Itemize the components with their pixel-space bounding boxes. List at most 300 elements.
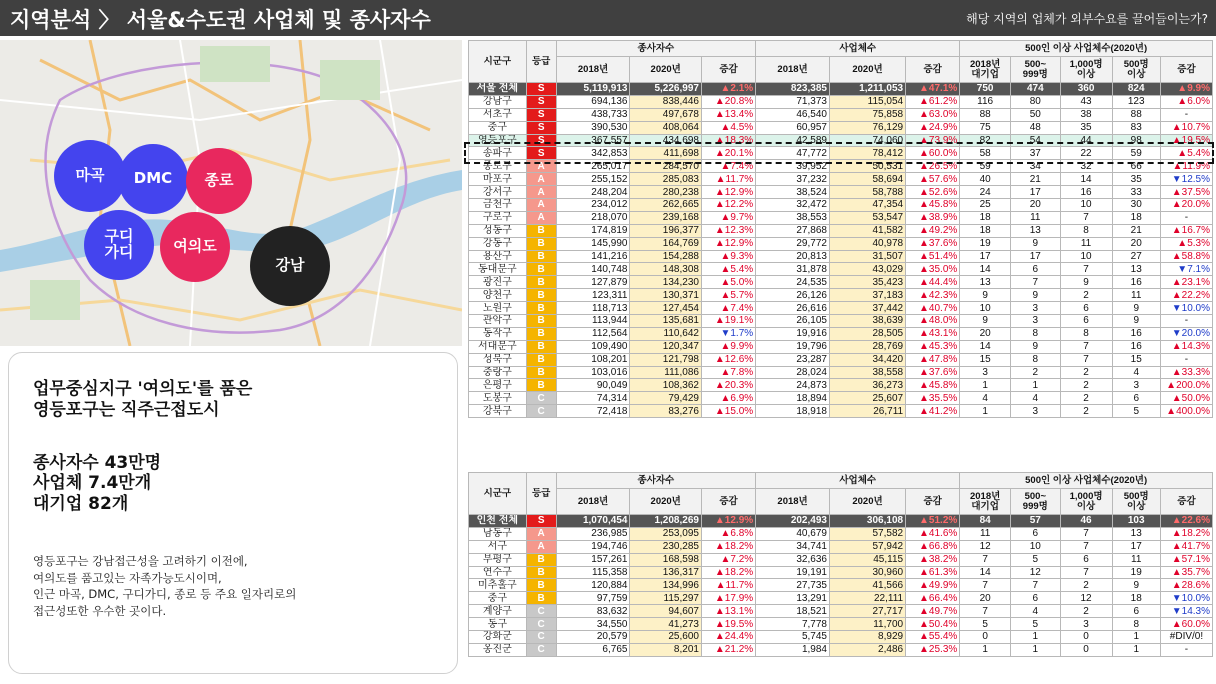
cell-workers-2018: 20,579 <box>556 631 630 644</box>
table-row <box>469 540 1213 553</box>
cell-workers-change: ▲5.4% <box>701 263 755 276</box>
cell-large-change: - <box>1160 108 1212 121</box>
cell-large-500-999: 12 <box>1011 566 1061 579</box>
cell-district: 중구 <box>469 592 527 605</box>
cell-biz-2020: 45,115 <box>829 553 905 566</box>
bubble-jongno: 종로 <box>186 148 252 214</box>
cell-large-2018: 58 <box>960 147 1011 160</box>
cell-large-change: - <box>1160 315 1212 328</box>
cell-large-1000-plus: 7 <box>1060 566 1112 579</box>
cell-large-500-999: 7 <box>1011 276 1061 289</box>
col-2018: 2018년 <box>756 57 830 83</box>
cell-biz-change: ▲47.8% <box>906 353 960 366</box>
cell-workers-2020: 1,208,269 <box>630 515 702 528</box>
cell-large-1000-plus: 7 <box>1060 353 1112 366</box>
cell-district: 중랑구 <box>469 366 527 379</box>
cell-large-1000-plus: 2 <box>1060 366 1112 379</box>
cell-biz-2020: 28,505 <box>829 327 905 340</box>
cell-biz-change: ▲47.1% <box>906 83 960 96</box>
cell-biz-change: ▲51.2% <box>906 515 960 528</box>
cell-workers-2018: 34,550 <box>556 618 630 631</box>
grp-biz: 사업체수 <box>756 41 960 57</box>
cell-grade: A <box>526 186 556 199</box>
cell-district: 용산구 <box>469 250 527 263</box>
cell-grade: B <box>526 263 556 276</box>
cell-workers-2018: 118,713 <box>556 302 630 315</box>
cell-large-2018: 0 <box>960 631 1011 644</box>
cell-large-change: ▲11.9% <box>1160 160 1212 173</box>
cell-large-1000-plus: 7 <box>1060 527 1112 540</box>
cell-large-500-999: 9 <box>1011 237 1061 250</box>
cell-district: 옹진군 <box>469 643 527 656</box>
cell-large-2018: 59 <box>960 160 1011 173</box>
cell-large-500-999: 8 <box>1011 353 1061 366</box>
cell-large-2018: 7 <box>960 579 1011 592</box>
cell-district: 강남구 <box>469 95 527 108</box>
cell-workers-change: ▲24.4% <box>701 631 755 644</box>
cell-large-500-999: 9 <box>1011 340 1061 353</box>
district-map <box>0 40 462 346</box>
cell-large-2018: 75 <box>960 121 1011 134</box>
cell-biz-change: ▲25.3% <box>906 643 960 656</box>
cell-large-2018: 1 <box>960 379 1011 392</box>
cell-large-1000-plus: 2 <box>1060 605 1112 618</box>
cell-large-500-999: 3 <box>1011 315 1061 328</box>
cell-large-500-plus: 20 <box>1112 237 1160 250</box>
cell-large-500-999: 5 <box>1011 618 1061 631</box>
cell-workers-change: ▲12.2% <box>701 199 755 212</box>
cell-biz-change: ▲50.4% <box>906 618 960 631</box>
cell-workers-change: ▲12.3% <box>701 224 755 237</box>
cell-biz-2020: 26,711 <box>829 405 905 418</box>
cell-district: 노원구 <box>469 302 527 315</box>
page-header <box>0 0 1216 36</box>
cell-biz-2020: 41,566 <box>829 579 905 592</box>
cell-workers-2020: 83,276 <box>630 405 702 418</box>
cell-large-2018: 24 <box>960 186 1011 199</box>
cell-workers-2018: 113,944 <box>556 315 630 328</box>
cell-biz-2018: 24,873 <box>756 379 830 392</box>
table-row <box>469 527 1213 540</box>
cell-large-change: ▲14.3% <box>1160 340 1212 353</box>
cell-large-500-plus: 13 <box>1112 263 1160 276</box>
col-2018: 2018년 <box>556 489 630 515</box>
grp-workers: 종사자수 <box>556 41 756 57</box>
col-2020: 2020년 <box>630 57 702 83</box>
cell-large-500-999: 9 <box>1011 289 1061 302</box>
cell-large-change: ▲60.0% <box>1160 618 1212 631</box>
cell-biz-change: ▲45.8% <box>906 379 960 392</box>
cell-grade: C <box>526 392 556 405</box>
table-row <box>469 315 1213 328</box>
cell-workers-2020: 838,446 <box>630 95 702 108</box>
cell-biz-change: ▲37.6% <box>906 237 960 250</box>
cell-district: 인천 전체 <box>469 515 527 528</box>
table-row <box>469 250 1213 263</box>
bubble-yeouido: 여의도 <box>160 212 230 282</box>
cell-large-500-999: 13 <box>1011 224 1061 237</box>
cell-grade: S <box>526 134 556 147</box>
cell-biz-2018: 27,735 <box>756 579 830 592</box>
cell-grade: B <box>526 592 556 605</box>
cell-large-change: ▲10.7% <box>1160 121 1212 134</box>
cell-large-2018: 1 <box>960 643 1011 656</box>
cell-large-change: ▲9.9% <box>1160 83 1212 96</box>
cell-biz-2018: 19,796 <box>756 340 830 353</box>
cell-large-change: ▲57.1% <box>1160 553 1212 566</box>
cell-workers-2018: 109,490 <box>556 340 630 353</box>
cell-biz-2018: 1,984 <box>756 643 830 656</box>
cell-large-1000-plus: 43 <box>1060 95 1112 108</box>
col-change: 증감 <box>701 489 755 515</box>
cell-grade: B <box>526 340 556 353</box>
cell-large-1000-plus: 11 <box>1060 237 1112 250</box>
cell-biz-change: ▲49.9% <box>906 579 960 592</box>
cell-large-2018: 7 <box>960 553 1011 566</box>
table-row <box>469 592 1213 605</box>
cell-biz-change: ▲51.4% <box>906 250 960 263</box>
cell-biz-2018: 18,894 <box>756 392 830 405</box>
cell-biz-2018: 46,540 <box>756 108 830 121</box>
table-row <box>469 631 1213 644</box>
cell-grade: S <box>526 515 556 528</box>
cell-large-change: - <box>1160 643 1212 656</box>
cell-large-1000-plus: 6 <box>1060 553 1112 566</box>
cell-workers-2020: 134,230 <box>630 276 702 289</box>
cell-biz-2020: 8,929 <box>829 631 905 644</box>
cell-grade: A <box>526 160 556 173</box>
cell-workers-2020: 135,681 <box>630 315 702 328</box>
col-1000-plus: 1,000명 이상 <box>1060 57 1112 83</box>
page-title: 지역분석 〉 서울&수도권 사업체 및 종사자수 <box>10 8 431 32</box>
cell-large-change: ▲50.0% <box>1160 392 1212 405</box>
cell-biz-2018: 26,616 <box>756 302 830 315</box>
highlight-yeongdeungpo <box>464 142 1214 164</box>
cell-biz-change: ▲61.3% <box>906 566 960 579</box>
cell-workers-2018: 145,990 <box>556 237 630 250</box>
cell-large-1000-plus: 6 <box>1060 315 1112 328</box>
cell-large-500-999: 2 <box>1011 366 1061 379</box>
cell-large-500-plus: 11 <box>1112 289 1160 302</box>
cell-workers-2018: 108,201 <box>556 353 630 366</box>
cell-district: 영등포구 <box>469 134 527 147</box>
cell-grade: B <box>526 250 556 263</box>
table-row <box>469 327 1213 340</box>
cell-large-500-plus: 3 <box>1112 379 1160 392</box>
cell-workers-2020: 154,288 <box>630 250 702 263</box>
summary-box <box>8 352 458 674</box>
cell-large-500-999: 34 <box>1011 160 1061 173</box>
cell-workers-change: ▲6.8% <box>701 527 755 540</box>
cell-biz-2018: 202,493 <box>756 515 830 528</box>
cell-large-change: ▲58.8% <box>1160 250 1212 263</box>
cell-workers-change: ▲18.2% <box>701 566 755 579</box>
cell-large-500-plus: 9 <box>1112 579 1160 592</box>
cell-workers-2020: 41,273 <box>630 618 702 631</box>
cell-large-500-plus: 1 <box>1112 631 1160 644</box>
cell-biz-2020: 35,423 <box>829 276 905 289</box>
cell-workers-2018: 194,746 <box>556 540 630 553</box>
cell-workers-2020: 110,642 <box>630 327 702 340</box>
cell-workers-2018: 248,204 <box>556 186 630 199</box>
cell-workers-change: ▲5.7% <box>701 289 755 302</box>
cell-biz-2020: 50,531 <box>829 160 905 173</box>
cell-large-500-999: 6 <box>1011 527 1061 540</box>
cell-workers-2018: 390,530 <box>556 121 630 134</box>
cell-large-2018: 14 <box>960 263 1011 276</box>
cell-biz-2018: 23,287 <box>756 353 830 366</box>
table-row <box>469 553 1213 566</box>
cell-workers-2020: 253,095 <box>630 527 702 540</box>
cell-biz-2018: 32,636 <box>756 553 830 566</box>
cell-large-2018: 5 <box>960 618 1011 631</box>
cell-large-2018: 15 <box>960 353 1011 366</box>
cell-district: 서대문구 <box>469 340 527 353</box>
cell-large-1000-plus: 2 <box>1060 379 1112 392</box>
table-row <box>469 392 1213 405</box>
summary-description: 영등포구는 강남접근성을 고려하기 이전에, 여의도를 품고있는 자족가능도시이며, 인근 마곡, DMC, 구디가디, 종로 등 주요 일자리로의 접근성또한 우수한 곳이다. <box>33 554 297 619</box>
cell-biz-2020: 115,054 <box>829 95 905 108</box>
table-row <box>469 302 1213 315</box>
cell-large-change: ▲35.7% <box>1160 566 1212 579</box>
col-change: 증감 <box>1160 57 1212 83</box>
cell-biz-change: ▲35.0% <box>906 263 960 276</box>
cell-large-1000-plus: 6 <box>1060 302 1112 315</box>
cell-large-1000-plus: 2 <box>1060 392 1112 405</box>
cell-large-500-plus: 30 <box>1112 199 1160 212</box>
bubble-gudi-gadi: 구디 가디 <box>84 210 154 280</box>
cell-grade: S <box>526 121 556 134</box>
cell-district: 성동구 <box>469 224 527 237</box>
cell-biz-change: ▲61.2% <box>906 95 960 108</box>
cell-biz-2020: 41,582 <box>829 224 905 237</box>
cell-large-500-plus: 98 <box>1112 134 1160 147</box>
cell-workers-2018: 218,070 <box>556 211 630 224</box>
cell-workers-2020: 8,201 <box>630 643 702 656</box>
cell-biz-2020: 37,442 <box>829 302 905 315</box>
col-change: 증감 <box>906 489 960 515</box>
cell-biz-change: ▲35.5% <box>906 392 960 405</box>
cell-large-500-plus: 18 <box>1112 592 1160 605</box>
cell-biz-2020: 34,420 <box>829 353 905 366</box>
cell-biz-change: ▲42.3% <box>906 289 960 302</box>
col-500-999: 500~ 999명 <box>1011 57 1061 83</box>
summary-stats: 종사자수 43만명 사업체 7.4만개 대기업 82개 <box>33 453 162 514</box>
cell-large-1000-plus: 10 <box>1060 199 1112 212</box>
cell-workers-2020: 168,598 <box>630 553 702 566</box>
cell-large-change: ▲41.7% <box>1160 540 1212 553</box>
cell-large-500-999: 4 <box>1011 605 1061 618</box>
table-row <box>469 643 1213 656</box>
cell-large-500-999: 6 <box>1011 263 1061 276</box>
cell-district: 연수구 <box>469 566 527 579</box>
cell-biz-2018: 19,916 <box>756 327 830 340</box>
col-grade: 등급 <box>526 473 556 515</box>
cell-large-2018: 12 <box>960 540 1011 553</box>
col-district: 시군구 <box>469 41 527 83</box>
cell-biz-2020: 58,694 <box>829 173 905 186</box>
cell-biz-2020: 25,607 <box>829 392 905 405</box>
cell-workers-2018: 157,261 <box>556 553 630 566</box>
table-row <box>469 276 1213 289</box>
cell-large-2018: 9 <box>960 289 1011 302</box>
cell-biz-change: ▲24.9% <box>906 121 960 134</box>
cell-large-change: ▼12.5% <box>1160 173 1212 186</box>
cell-workers-change: ▲9.9% <box>701 340 755 353</box>
cell-workers-2018: 174,819 <box>556 224 630 237</box>
cell-grade: A <box>526 199 556 212</box>
cell-workers-change: ▲12.9% <box>701 186 755 199</box>
cell-grade: B <box>526 579 556 592</box>
cell-large-500-999: 1 <box>1011 631 1061 644</box>
cell-workers-2020: 285,083 <box>630 173 702 186</box>
cell-grade: A <box>526 173 556 186</box>
cell-biz-change: ▲41.6% <box>906 527 960 540</box>
cell-workers-2020: 239,168 <box>630 211 702 224</box>
cell-large-500-plus: 824 <box>1112 83 1160 96</box>
cell-large-500-999: 48 <box>1011 121 1061 134</box>
cell-large-1000-plus: 0 <box>1060 643 1112 656</box>
cell-workers-2018: 234,012 <box>556 199 630 212</box>
cell-grade: B <box>526 289 556 302</box>
cell-large-change: ▲22.2% <box>1160 289 1212 302</box>
cell-large-500-999: 7 <box>1011 579 1061 592</box>
cell-large-500-plus: 11 <box>1112 553 1160 566</box>
cell-workers-change: ▲2.1% <box>701 83 755 96</box>
cell-district: 양천구 <box>469 289 527 302</box>
cell-grade: S <box>526 147 556 160</box>
cell-workers-2018: 112,564 <box>556 327 630 340</box>
cell-large-1000-plus: 2 <box>1060 579 1112 592</box>
cell-workers-2018: 115,358 <box>556 566 630 579</box>
table-row <box>469 515 1213 528</box>
cell-workers-2020: 497,678 <box>630 108 702 121</box>
cell-large-500-999: 37 <box>1011 147 1061 160</box>
cell-large-1000-plus: 9 <box>1060 276 1112 289</box>
cell-grade: B <box>526 224 556 237</box>
cell-large-500-999: 1 <box>1011 643 1061 656</box>
cell-workers-change: ▲18.3% <box>701 134 755 147</box>
cell-biz-change: ▲26.5% <box>906 160 960 173</box>
incheon-table <box>468 472 1213 657</box>
cell-large-change: ▲22.6% <box>1160 515 1212 528</box>
cell-biz-2018: 37,232 <box>756 173 830 186</box>
cell-large-2018: 1 <box>960 405 1011 418</box>
cell-large-500-999: 5 <box>1011 553 1061 566</box>
cell-grade: C <box>526 631 556 644</box>
cell-workers-2020: 115,297 <box>630 592 702 605</box>
cell-large-500-plus: 15 <box>1112 353 1160 366</box>
cell-large-2018: 14 <box>960 566 1011 579</box>
cell-workers-2020: 5,226,997 <box>630 83 702 96</box>
cell-large-1000-plus: 10 <box>1060 250 1112 263</box>
col-change: 증감 <box>906 57 960 83</box>
cell-workers-change: ▲15.0% <box>701 405 755 418</box>
cell-biz-2020: 22,111 <box>829 592 905 605</box>
cell-workers-change: ▲20.3% <box>701 379 755 392</box>
table-row <box>469 566 1213 579</box>
cell-district: 동대문구 <box>469 263 527 276</box>
cell-large-500-plus: 88 <box>1112 108 1160 121</box>
cell-large-2018: 18 <box>960 224 1011 237</box>
cell-workers-2018: 141,216 <box>556 250 630 263</box>
cell-workers-2018: 72,418 <box>556 405 630 418</box>
cell-workers-change: ▲20.8% <box>701 95 755 108</box>
cell-large-1000-plus: 360 <box>1060 83 1112 96</box>
cell-large-change: ▲6.0% <box>1160 95 1212 108</box>
cell-large-2018: 18 <box>960 211 1011 224</box>
cell-biz-2018: 28,024 <box>756 366 830 379</box>
cell-biz-2020: 47,354 <box>829 199 905 212</box>
cell-large-1000-plus: 44 <box>1060 134 1112 147</box>
cell-district: 남동구 <box>469 527 527 540</box>
cell-biz-change: ▲45.3% <box>906 340 960 353</box>
table-row <box>469 173 1213 186</box>
cell-workers-2020: 79,429 <box>630 392 702 405</box>
cell-biz-change: ▲49.2% <box>906 224 960 237</box>
cell-workers-change: ▲9.7% <box>701 211 755 224</box>
cell-workers-change: ▲11.7% <box>701 173 755 186</box>
cell-large-change: #DIV/0! <box>1160 631 1212 644</box>
cell-grade: B <box>526 327 556 340</box>
table-row <box>469 237 1213 250</box>
cell-workers-change: ▲12.9% <box>701 515 755 528</box>
cell-grade: S <box>526 83 556 96</box>
cell-district: 강북구 <box>469 405 527 418</box>
page-subtitle: 해당 지역의 업체가 외부수요를 끌어들이는가? <box>966 12 1208 26</box>
cell-workers-change: ▲5.0% <box>701 276 755 289</box>
cell-grade: C <box>526 605 556 618</box>
cell-district: 계양구 <box>469 605 527 618</box>
cell-district: 금천구 <box>469 199 527 212</box>
cell-grade: B <box>526 353 556 366</box>
cell-large-2018: 40 <box>960 173 1011 186</box>
cell-biz-2018: 18,918 <box>756 405 830 418</box>
cell-workers-2020: 127,454 <box>630 302 702 315</box>
cell-biz-2020: 31,507 <box>829 250 905 263</box>
cell-large-change: - <box>1160 353 1212 366</box>
cell-workers-2020: 120,347 <box>630 340 702 353</box>
cell-biz-2018: 32,472 <box>756 199 830 212</box>
cell-large-2018: 3 <box>960 366 1011 379</box>
col-large-2018: 2018년 대기업 <box>960 57 1011 83</box>
cell-large-2018: 19 <box>960 237 1011 250</box>
cell-workers-2018: 1,070,454 <box>556 515 630 528</box>
cell-large-500-plus: 13 <box>1112 527 1160 540</box>
cell-biz-2018: 20,813 <box>756 250 830 263</box>
cell-district: 부평구 <box>469 553 527 566</box>
table-row <box>469 405 1213 418</box>
cell-district: 서울 전체 <box>469 83 527 96</box>
table-row <box>469 340 1213 353</box>
cell-biz-2018: 47,772 <box>756 147 830 160</box>
cell-district: 종로구 <box>469 160 527 173</box>
cell-workers-change: ▲7.2% <box>701 553 755 566</box>
cell-workers-2020: 94,607 <box>630 605 702 618</box>
cell-biz-2020: 28,769 <box>829 340 905 353</box>
cell-biz-2018: 19,191 <box>756 566 830 579</box>
cell-large-500-plus: 123 <box>1112 95 1160 108</box>
cell-biz-change: ▲66.8% <box>906 540 960 553</box>
cell-biz-2020: 306,108 <box>829 515 905 528</box>
bubble-dmc: DMC <box>118 144 188 214</box>
cell-workers-change: ▲4.5% <box>701 121 755 134</box>
cell-large-2018: 88 <box>960 108 1011 121</box>
col-500-plus: 500명 이상 <box>1112 57 1160 83</box>
col-2020: 2020년 <box>630 489 702 515</box>
cell-workers-2018: 438,733 <box>556 108 630 121</box>
cell-large-500-plus: 16 <box>1112 340 1160 353</box>
